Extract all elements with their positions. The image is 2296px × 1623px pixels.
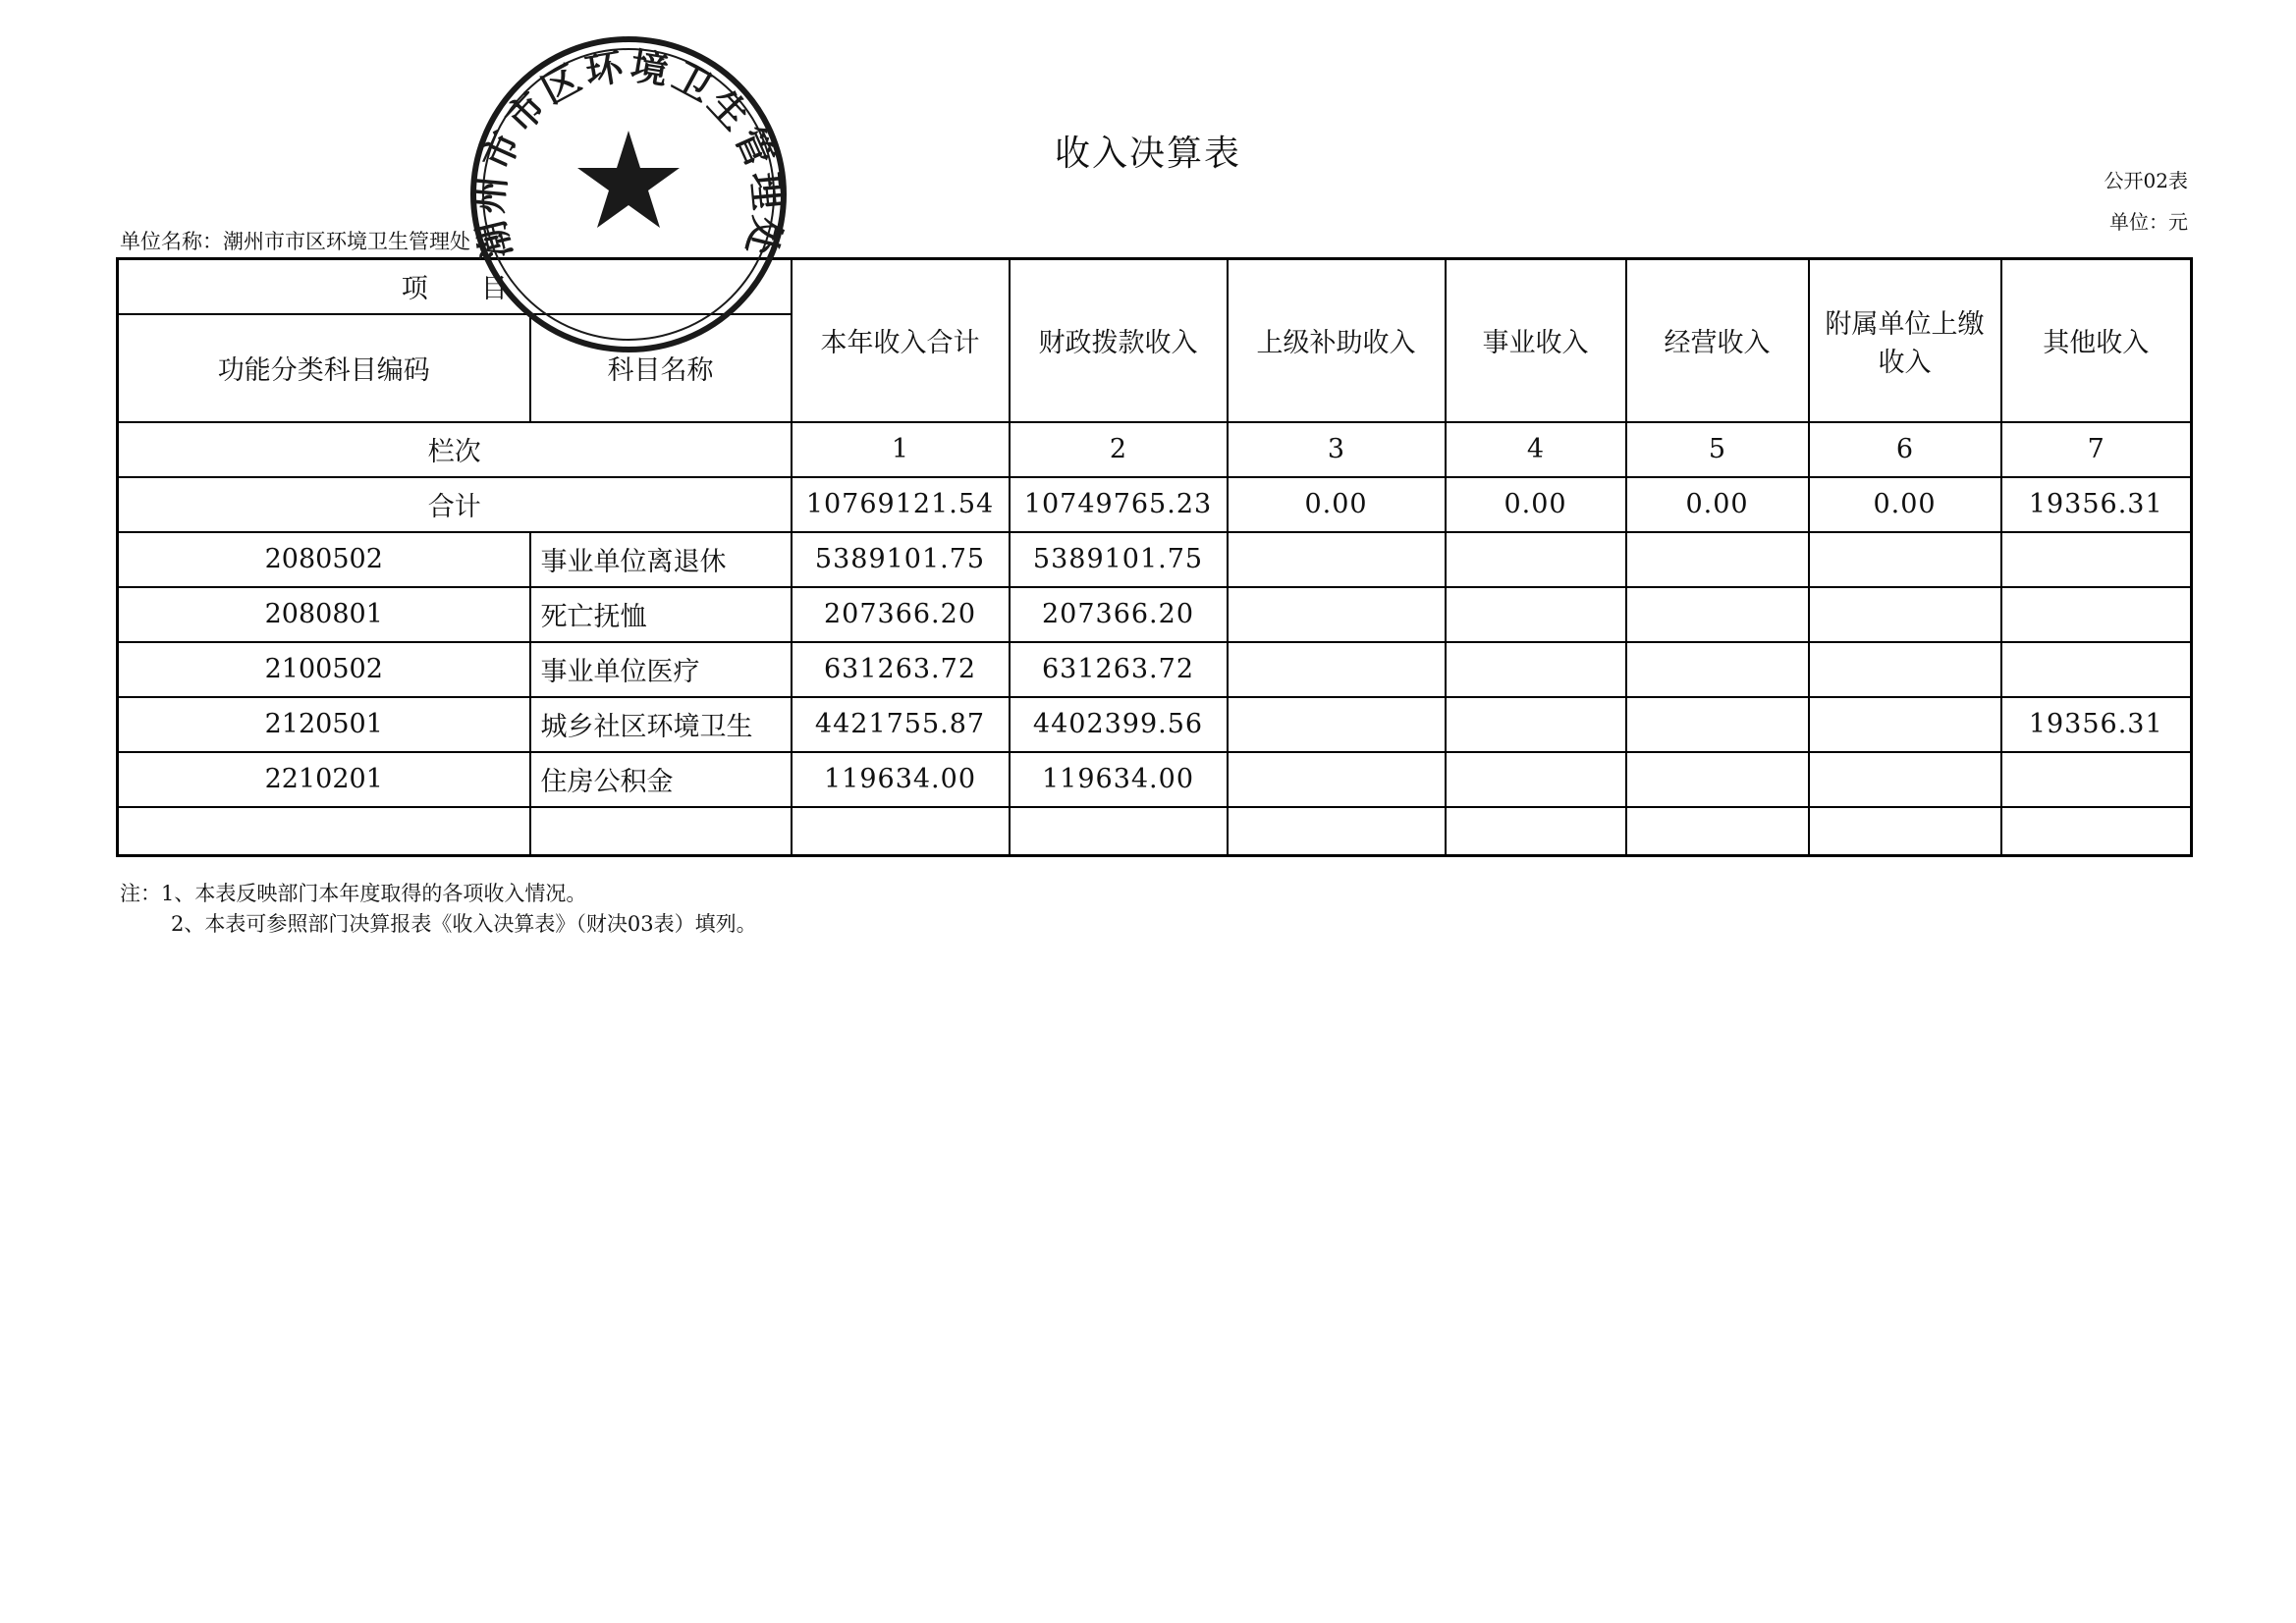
subject-name-cell — [530, 807, 792, 856]
subject-name-cell: 住房公积金 — [530, 752, 792, 807]
value-cell — [1010, 807, 1228, 856]
value-cell — [1809, 642, 2001, 697]
value-cell — [1446, 532, 1626, 587]
value-cell: 631263.72 — [1010, 642, 1228, 697]
value-cell: 5389101.75 — [1010, 532, 1228, 587]
col-header-business-income: 事业收入 — [1446, 259, 1626, 422]
value-cell: 119634.00 — [792, 752, 1010, 807]
subject-name-cell: 事业单位离退休 — [530, 532, 792, 587]
table-row — [118, 587, 2192, 642]
total-cell: 0.00 — [1446, 477, 1626, 532]
value-cell — [1446, 697, 1626, 752]
value-cell — [1446, 752, 1626, 807]
column-number-label: 栏次 — [118, 422, 792, 477]
seal-text: 潮州市市区环境卫生管理处 — [466, 44, 791, 263]
value-cell: 4402399.56 — [1010, 697, 1228, 752]
value-cell: 5389101.75 — [792, 532, 1010, 587]
value-cell — [1626, 697, 1809, 752]
value-cell — [2001, 532, 2192, 587]
column-number: 2 — [1010, 422, 1228, 477]
value-cell: 19356.31 — [2001, 697, 2192, 752]
col-header-total-income: 本年收入合计 — [792, 259, 1010, 422]
income-table — [116, 257, 2193, 857]
function-code-cell: 2080801 — [118, 587, 530, 642]
value-cell — [1809, 807, 2001, 856]
value-cell — [1228, 532, 1446, 587]
value-cell — [1228, 807, 1446, 856]
column-number: 7 — [2001, 422, 2192, 477]
value-cell — [1626, 642, 1809, 697]
footnote-line: 2、本表可参照部门决算报表《收入决算表》（财决03表）填列。 — [171, 912, 757, 936]
document-title: 收入决算表 — [1054, 134, 1241, 174]
subject-name-cell: 事业单位医疗 — [530, 642, 792, 697]
value-cell — [2001, 587, 2192, 642]
value-cell: 207366.20 — [792, 587, 1010, 642]
unit-name: 单位名称：潮州市市区环境卫生管理处 — [120, 230, 470, 253]
total-cell: 19356.31 — [2001, 477, 2192, 532]
value-cell — [1228, 642, 1446, 697]
col-header-other-income: 其他收入 — [2001, 259, 2192, 422]
function-code-cell: 2080502 — [118, 532, 530, 587]
value-cell — [792, 807, 1010, 856]
value-cell — [1228, 697, 1446, 752]
value-cell: 4421755.87 — [792, 697, 1010, 752]
subject-name-cell: 死亡抚恤 — [530, 587, 792, 642]
table-row — [118, 697, 2192, 752]
total-cell: 0.00 — [1228, 477, 1446, 532]
function-code-cell: 2210201 — [118, 752, 530, 807]
total-cell: 10749765.23 — [1010, 477, 1228, 532]
table-row — [118, 807, 2192, 856]
col-header-operating-income: 经营收入 — [1626, 259, 1809, 422]
form-code: 公开02表 — [2104, 169, 2188, 192]
value-cell — [1809, 697, 2001, 752]
project-header: 项 目 — [118, 259, 792, 314]
function-code-cell: 2100502 — [118, 642, 530, 697]
currency-unit: 单位：元 — [2109, 210, 2188, 234]
col-header-superior-subsidy: 上级补助收入 — [1228, 259, 1446, 422]
col-header-function-code: 功能分类科目编码 — [118, 314, 530, 422]
col-header-subject-name: 科目名称 — [530, 314, 792, 422]
value-cell — [1446, 587, 1626, 642]
column-number: 1 — [792, 422, 1010, 477]
total-cell: 10769121.54 — [792, 477, 1010, 532]
subject-name-cell: 城乡社区环境卫生 — [530, 697, 792, 752]
value-cell — [1446, 807, 1626, 856]
footnote-line: 注：1、本表反映部门本年度取得的各项收入情况。 — [120, 882, 587, 905]
total-cell: 0.00 — [1809, 477, 2001, 532]
col-header-fiscal-appropriation: 财政拨款收入 — [1010, 259, 1228, 422]
function-code-cell: 2120501 — [118, 697, 530, 752]
value-cell — [1809, 532, 2001, 587]
value-cell — [1626, 532, 1809, 587]
value-cell — [2001, 807, 2192, 856]
value-cell — [2001, 642, 2192, 697]
column-number: 5 — [1626, 422, 1809, 477]
value-cell — [2001, 752, 2192, 807]
value-cell — [1446, 642, 1626, 697]
table-row — [118, 752, 2192, 807]
value-cell — [1626, 752, 1809, 807]
total-label: 合计 — [118, 477, 792, 532]
col-header-affiliated-unit-income: 附属单位上缴收入 — [1809, 259, 2001, 422]
value-cell: 631263.72 — [792, 642, 1010, 697]
function-code-cell — [118, 807, 530, 856]
footnotes — [120, 879, 757, 940]
value-cell — [1809, 752, 2001, 807]
value-cell — [1626, 807, 1809, 856]
value-cell — [1626, 587, 1809, 642]
value-cell: 119634.00 — [1010, 752, 1228, 807]
total-cell: 0.00 — [1626, 477, 1809, 532]
column-number: 3 — [1228, 422, 1446, 477]
value-cell — [1809, 587, 2001, 642]
value-cell — [1228, 587, 1446, 642]
table-row — [118, 532, 2192, 587]
column-number: 4 — [1446, 422, 1626, 477]
table-row — [118, 642, 2192, 697]
value-cell — [1228, 752, 1446, 807]
column-number: 6 — [1809, 422, 2001, 477]
value-cell: 207366.20 — [1010, 587, 1228, 642]
